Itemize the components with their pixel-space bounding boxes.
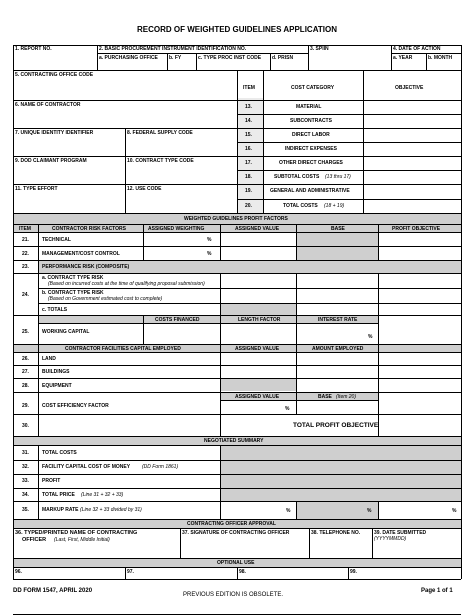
r29-label: COST EFFICIENCY FACTOR xyxy=(42,403,109,409)
neg-right-shade xyxy=(220,445,461,501)
cost-row-label: OTHER DIRECT CHARGES xyxy=(279,160,343,166)
cost-row-item: 19. xyxy=(245,188,252,194)
cost-row-note: (13 thru 17) xyxy=(325,174,351,180)
r21-label: TECHNICAL xyxy=(42,237,71,243)
cost-objective-header: OBJECTIVE xyxy=(395,85,424,91)
r35-note: (Line 32 + 33 divided by 31) xyxy=(80,507,142,513)
date-action-label: 4. DATE OF ACTION xyxy=(393,46,441,52)
r22-item: 22. xyxy=(22,251,29,257)
wg-col-item: ITEM xyxy=(19,226,31,232)
r24b-label: b. CONTRACT TYPE RISK xyxy=(42,290,104,296)
r29-item: 29. xyxy=(22,403,29,409)
r24a-note: (Based on incurred costs at the time of qualifying proposal submission) xyxy=(48,281,205,287)
use-code-label: 12. USE CODE xyxy=(127,186,162,192)
type-effort-label: 11. TYPE EFFORT xyxy=(15,186,58,192)
r28-item: 28. xyxy=(22,383,29,389)
cost-category-header: COST CATEGORY xyxy=(291,85,335,91)
r32-label: FACILITY CAPITAL COST OF MONEY xyxy=(42,464,131,470)
f38-label: 38. TELEPHONE NO. xyxy=(311,530,361,536)
r27-item: 27. xyxy=(22,369,29,375)
f36-line1: 36. TYPED/PRINTED NAME OF CONTRACTING xyxy=(15,530,138,536)
r35-pct-3: % xyxy=(452,508,457,514)
dod-claimant-label: 9. DOD CLAIMANT PROGRAM xyxy=(15,158,87,164)
r33-item: 33. xyxy=(22,478,29,484)
r34-label: TOTAL PRICE xyxy=(42,492,75,498)
form-title: RECORD OF WEIGHTED GUIDELINES APPLICATION xyxy=(136,25,337,34)
cost-row-item: 18. xyxy=(245,174,252,180)
neg-35-shade xyxy=(296,501,378,519)
r22-label: MANAGEMENT/COST CONTROL xyxy=(42,251,120,257)
r24c-label: c. TOTALS xyxy=(42,307,68,313)
f36-note: (Last, First, Middle Initial) xyxy=(54,537,110,543)
name-contractor-label: 6. NAME OF CONTRACTOR xyxy=(15,102,81,108)
r26-label: LAND xyxy=(42,356,56,362)
contracting-office-code-label: 5. CONTRACTING OFFICE CODE xyxy=(15,72,94,78)
cost-row-label: SUBTOTAL COSTS xyxy=(274,174,320,180)
wc-length-header: LENGTH FACTOR xyxy=(238,317,281,323)
r35-label: MARKUP RATE xyxy=(42,507,79,513)
cost-row-item: 20. xyxy=(245,203,252,209)
r24b-note: (Based on Government estimated cost to complete) xyxy=(48,296,163,302)
f39-label: 39. DATE SUBMITTED xyxy=(374,530,427,536)
r32-note: (DD Form 1861) xyxy=(142,464,179,470)
year-label: a. YEAR xyxy=(393,55,413,61)
f99-label: 99. xyxy=(350,569,357,575)
neg-header: NEGOTIATED SUMMARY xyxy=(204,438,264,444)
cost-row-label: DIRECT LABOR xyxy=(292,132,330,138)
purchasing-office-label: a. PURCHASING OFFICE xyxy=(99,55,158,61)
cost-row-item: 14. xyxy=(245,118,252,124)
r26-item: 26. xyxy=(22,356,29,362)
f96-label: 96. xyxy=(15,569,22,575)
r22-pct: % xyxy=(207,251,212,257)
r25-pct: % xyxy=(368,334,373,340)
fy-label: b. FY xyxy=(169,55,182,61)
r32-item: 32. xyxy=(22,464,29,470)
f98-label: 98. xyxy=(239,569,246,575)
r23-item: 23. xyxy=(22,264,29,270)
fac-left-shade-28 xyxy=(220,378,296,391)
report-no-label: 1. REPORT NO. xyxy=(15,46,52,52)
r24a-label: a. CONTRACT TYPE RISK xyxy=(42,275,104,281)
cost-row-label: SUBCONTRACTS xyxy=(290,118,332,124)
r21-pct: % xyxy=(207,237,212,243)
r28-label: EQUIPMENT xyxy=(42,383,72,389)
r34-note: (Line 31 + 32 + 33) xyxy=(81,492,124,498)
r25-item: 25. xyxy=(22,329,29,335)
weight-shade-24c xyxy=(220,303,296,315)
f37-label: 37. SIGNATURE OF CONTRACTING OFFICER xyxy=(182,530,290,536)
wg-col-value: ASSIGNED VALUE xyxy=(235,226,280,232)
cost-row-note: (18 + 19) xyxy=(324,203,345,209)
footer-page: Page 1 of 1 xyxy=(421,588,453,594)
r27-label: BUILDINGS xyxy=(42,369,70,375)
month-label: b. MONTH xyxy=(428,55,453,61)
cost-row-item: 16. xyxy=(245,146,252,152)
r35-item: 35. xyxy=(22,507,29,513)
cost-row-label: MATERIAL xyxy=(296,104,322,110)
wg-header: WEIGHTED GUIDELINES PROFIT FACTORS xyxy=(184,216,288,222)
r35-pct-1: % xyxy=(286,508,291,514)
cost-row-item: 15. xyxy=(245,132,252,138)
type-proc-label: c. TYPE PROC INST CODE xyxy=(198,55,262,61)
fac-value-header: ASSIGNED VALUE xyxy=(235,346,280,352)
cost-row-item: 13. xyxy=(245,104,252,110)
fed-supply-label: 8. FEDERAL SUPPLY CODE xyxy=(127,130,193,136)
eff-base-note: (Item 20) xyxy=(336,394,357,400)
r29-pct: % xyxy=(285,406,290,412)
eff-base-header: BASE xyxy=(318,394,332,400)
cost-row-label: TOTAL COSTS xyxy=(283,203,318,209)
unique-id-label: 7. UNIQUE IDENTITY IDENTIFIER xyxy=(15,130,94,136)
r33-label: PROFIT xyxy=(42,478,61,484)
cost-row-item: 17. xyxy=(245,160,252,166)
wg-col-profit: PROFIT OBJECTIVE xyxy=(392,226,441,232)
footer-obsolete: PREVIOUS EDITION IS OBSOLETE. xyxy=(183,592,284,598)
wg-col-weight: ASSIGNED WEIGHTING xyxy=(148,226,205,232)
fac-amount-header: AMOUNT EMPLOYED xyxy=(312,346,364,352)
contract-type-code-label: 10. CONTRACT TYPE CODE xyxy=(127,158,194,164)
f36-line2: OFFICER xyxy=(22,537,47,543)
cost-item-header: ITEM xyxy=(243,85,255,91)
r23-label: PERFORMANCE RISK (COMPOSITE) xyxy=(42,264,130,270)
r31-label: TOTAL COSTS xyxy=(42,450,77,456)
r25-label: WORKING CAPITAL xyxy=(42,329,90,335)
spiin-label: 3. SPIIN xyxy=(310,46,329,52)
fac-header: CONTRACTOR FACILITIES CAPITAL EMPLOYED xyxy=(65,346,181,352)
footer-form-id: DD FORM 1547, APRIL 2020 xyxy=(13,588,93,594)
wc-costs-header: COSTS FINANCED xyxy=(155,317,200,323)
wc-rate-header: INTEREST RATE xyxy=(318,317,358,323)
cost-row-label: INDIRECT EXPENSES xyxy=(285,146,337,152)
r30-label: TOTAL PROFIT OBJECTIVE xyxy=(293,422,379,429)
eff-value-header: ASSIGNED VALUE xyxy=(235,394,280,400)
optional-header: OPTIONAL USE xyxy=(217,560,255,566)
wg-col-base: BASE xyxy=(331,226,345,232)
basic-proc-label: 2. BASIC PROCUREMENT INSTRUMENT IDENTIFICATION NO. xyxy=(99,46,247,52)
f97-label: 97. xyxy=(127,569,134,575)
r30-item: 30. xyxy=(22,423,29,429)
wg-col-factors: CONTRACTOR RISK FACTORS xyxy=(52,226,126,232)
r24-item: 24. xyxy=(22,292,29,298)
f39-note: (YYYYMMDD) xyxy=(374,536,407,542)
r35-pct-2: % xyxy=(367,508,372,514)
cost-row-label: GENERAL AND ADMINISTRATIVE xyxy=(270,188,350,194)
approval-header: CONTRACTING OFFICER APPROVAL xyxy=(187,521,276,527)
r34-item: 34. xyxy=(22,492,29,498)
r31-item: 31. xyxy=(22,450,29,456)
r21-item: 21. xyxy=(22,237,29,243)
prisn-label: d. PRISN xyxy=(272,55,294,61)
